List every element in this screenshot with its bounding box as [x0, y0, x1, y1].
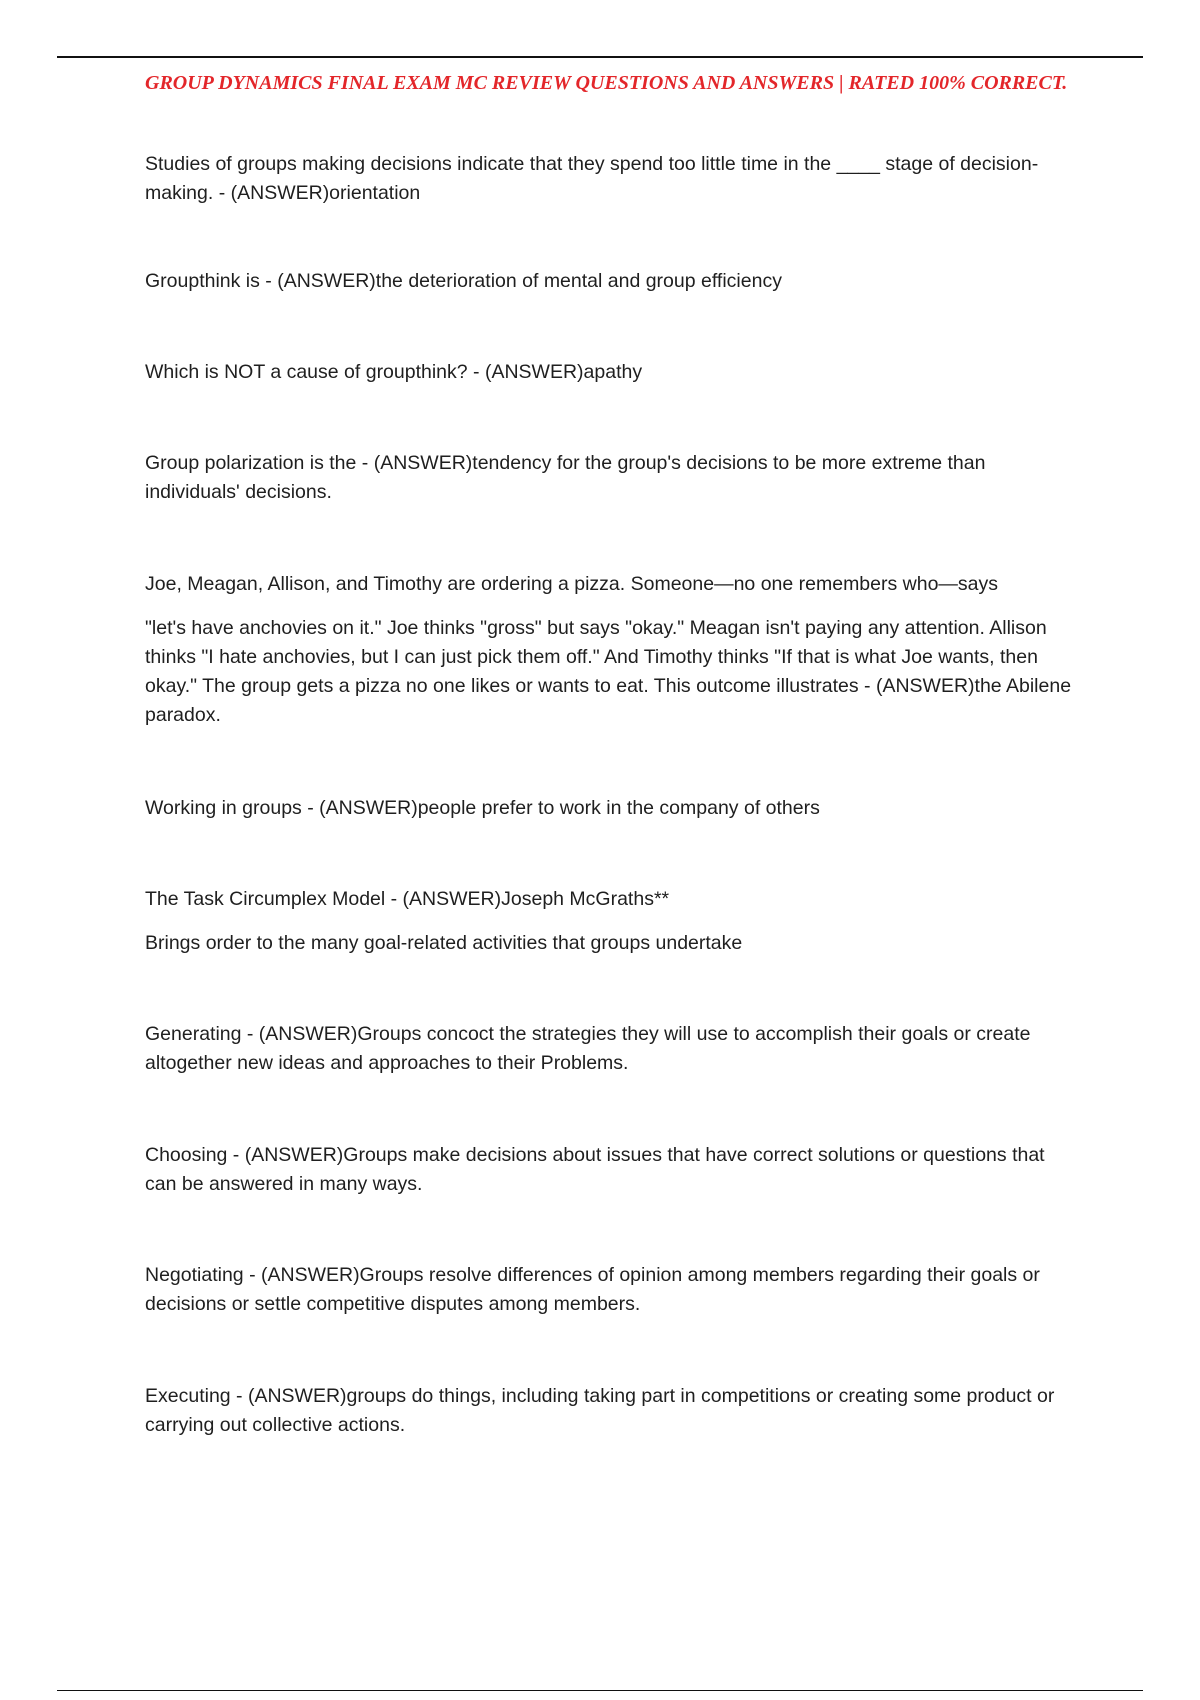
qa-text: Executing - (ANSWER)groups do things, including taking part in competitions or creating some product or carrying out collective actions. — [145, 1385, 1055, 1436]
qa-text: Choosing - (ANSWER)Groups make decisions about issues that have correct solutions or questions that can be answered in many ways. — [145, 1144, 1045, 1195]
top-rule — [57, 56, 1143, 58]
qa-item — [145, 267, 1080, 296]
qa-text: The Task Circumplex Model - (ANSWER)Joseph McGraths** — [145, 888, 670, 910]
qa-item — [145, 150, 1080, 208]
qa-text: Generating - (ANSWER)Groups concoct the strategies they will use to accomplish their goals or create altogether new ideas and approaches to their Problems. — [145, 1023, 1031, 1074]
document-title: GROUP DYNAMICS FINAL EXAM MC REVIEW QUESTIONS AND ANSWERS | RATED 100% CORRECT. — [145, 72, 1068, 94]
qa-text: Which is NOT a cause of groupthink? - (ANSWER)apathy — [145, 361, 643, 383]
qa-item — [145, 794, 1080, 823]
qa-item — [145, 885, 1080, 958]
qa-item — [145, 358, 1080, 387]
qa-item — [145, 449, 1080, 507]
qa-text: Working in groups - (ANSWER)people prefer to work in the company of others — [145, 797, 820, 819]
qa-item — [145, 570, 1080, 730]
qa-text: Brings order to the many goal-related activities that groups undertake — [145, 932, 743, 954]
qa-text: "let's have anchovies on it." Joe thinks "gross" but says "okay." Meagan isn't paying any attention. Allison thinks "I hate anchovies, but I can just pick them off." And Timothy thinks "If that is what Joe wants, then okay." The group gets a pizza no one likes or wants to eat. This outcome illustrates - (ANSWER)the Abilene paradox. — [145, 617, 1072, 726]
qa-item — [145, 1020, 1080, 1078]
qa-item — [145, 1382, 1080, 1440]
qa-item — [145, 1141, 1080, 1199]
qa-text: Joe, Meagan, Allison, and Timothy are ordering a pizza. Someone—no one remembers who—says — [145, 573, 999, 595]
qa-text: Groupthink is - (ANSWER)the deterioration of mental and group efficiency — [145, 270, 782, 292]
bottom-rule — [57, 1690, 1143, 1691]
qa-item — [145, 1261, 1080, 1319]
qa-text: Studies of groups making decisions indicate that they spend too little time in the ____ stage of decision-making. - (ANSWER)orientation — [145, 153, 1039, 204]
qa-text: Negotiating - (ANSWER)Groups resolve differences of opinion among members regarding their goals or decisions or settle competitive disputes among members. — [145, 1264, 1040, 1315]
qa-text: Group polarization is the - (ANSWER)tendency for the group's decisions to be more extreme than individuals' decisions. — [145, 452, 986, 503]
